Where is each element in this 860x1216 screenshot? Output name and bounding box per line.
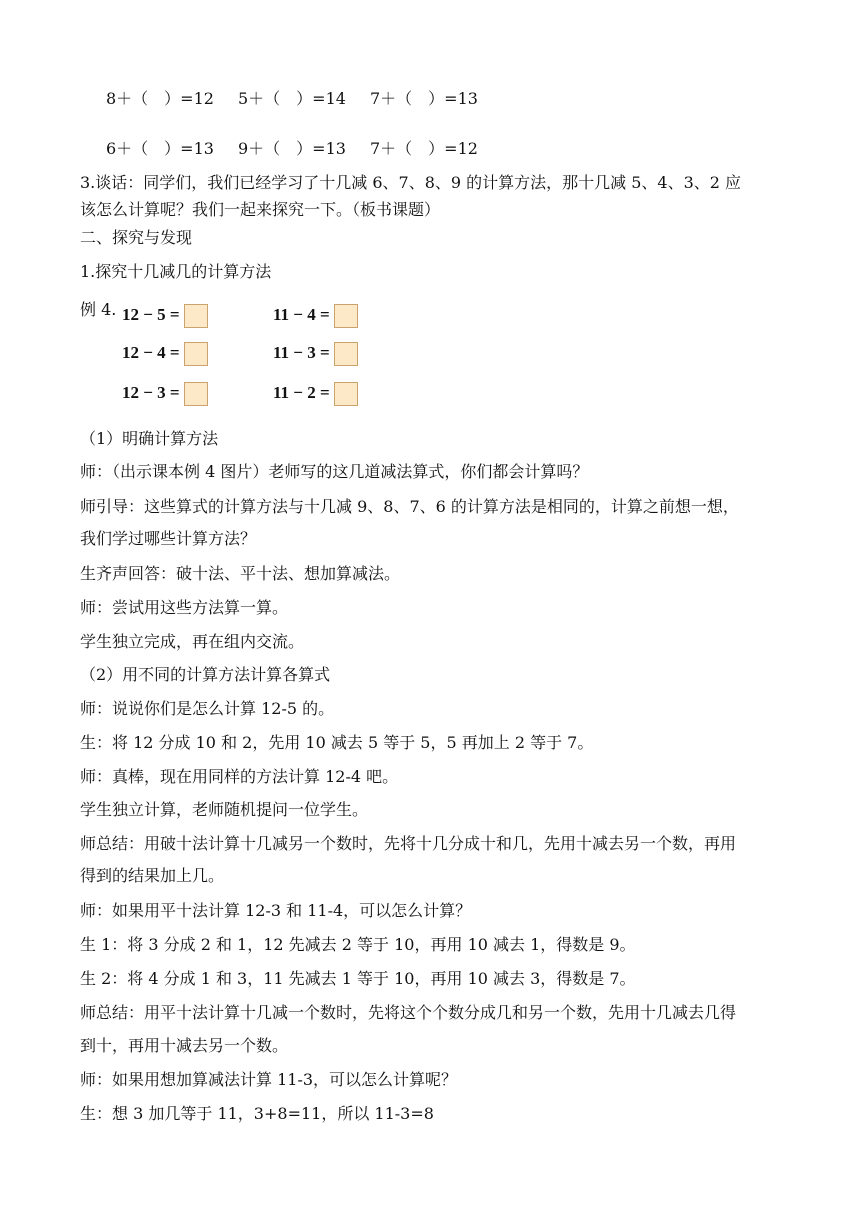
subsection-heading: 1.探究十几减几的计算方法 — [80, 262, 272, 281]
review-equation-row-1 — [106, 89, 478, 109]
body-line: 师引导：这些算式的计算方法与十几减 9、8、7、6 的计算方法是相同的，计算之前想一想， — [80, 497, 739, 516]
example-expression — [273, 341, 358, 366]
review-equation: 9＋（ ）=13 — [238, 139, 346, 158]
expression-text: 12 − 5 = — [122, 305, 180, 324]
answer-box — [184, 304, 208, 328]
review-equation: 5＋（ ）=14 — [238, 89, 346, 108]
example-label: 例 4. — [80, 300, 117, 319]
body-line: 到十，再用十减去另一个数。 — [80, 1036, 289, 1055]
review-equation: 8＋（ ）=12 — [106, 89, 214, 108]
body-line: 得到的结果加上几。 — [80, 866, 225, 885]
answer-box — [334, 304, 358, 328]
example-expression — [122, 303, 208, 328]
body-line: 生 1：将 3 分成 2 和 1，12 先减去 2 等于 10，再用 10 减去 1，得数是 9。 — [80, 935, 636, 954]
expression-text: 11 − 4 = — [273, 305, 330, 324]
example-expression — [122, 341, 208, 366]
review-equation-row-2 — [106, 139, 478, 159]
body-line: 生齐声回答：破十法、平十法、想加算减法。 — [80, 564, 401, 583]
answer-box — [184, 382, 208, 406]
body-line: 生 2：将 4 分成 1 和 3，11 先减去 1 等于 10，再用 10 减去 3，得数是 7。 — [80, 969, 636, 988]
expression-text: 12 − 4 = — [122, 343, 180, 362]
example-expression — [122, 381, 208, 406]
body-line: （2）用不同的计算方法计算各算式 — [80, 665, 331, 684]
body-line: 我们学过哪些计算方法？ — [80, 529, 257, 548]
body-line: 师：如果用想加算减法计算 11-3，可以怎么计算呢？ — [80, 1070, 458, 1089]
body-line: 生：将 12 分成 10 和 2，先用 10 减去 5 等于 5，5 再加上 2 等于 7。 — [80, 733, 594, 752]
answer-box — [184, 342, 208, 366]
body-line: 师总结：用破十法计算十几减另一个数时，先将十几分成十和几，先用十减去另一个数，再用 — [80, 834, 737, 853]
body-line: （1）明确计算方法 — [80, 429, 219, 448]
expression-text: 11 − 3 = — [273, 343, 330, 362]
body-line: 师：说说你们是怎么计算 12-5 的。 — [80, 699, 335, 718]
body-line: 师：（出示课本例 4 图片）老师写的这几道减法算式，你们都会计算吗？ — [80, 462, 589, 481]
body-line: 学生独立完成，再在组内交流。 — [80, 632, 305, 651]
section-heading: 二、探究与发现 — [80, 228, 193, 247]
body-line: 师：如果用平十法计算 12-3 和 11-4，可以怎么计算？ — [80, 901, 472, 920]
review-equation: 7＋（ ）=13 — [370, 89, 478, 108]
expression-text: 11 − 2 = — [273, 383, 330, 402]
intro-line-2: 该怎么计算呢？我们一起来探究一下。（板书课题） — [80, 200, 441, 219]
expression-text: 12 − 3 = — [122, 383, 180, 402]
body-line: 师：尝试用这些方法算一算。 — [80, 598, 289, 617]
body-line: 生：想 3 加几等于 11，3+8=11，所以 11-3=8 — [80, 1104, 434, 1123]
answer-box — [334, 382, 358, 406]
intro-line-1: 3.谈话：同学们，我们已经学习了十几减 6、7、8、9 的计算方法，那十几减 5、4、3、2 应 — [80, 173, 742, 192]
answer-box — [334, 342, 358, 366]
body-line: 师总结：用平十法计算十几减一个数时，先将这个个数分成几和另一个数，先用十几减去几得 — [80, 1003, 737, 1022]
review-equation: 7＋（ ）=12 — [370, 139, 478, 158]
review-equation: 6＋（ ）=13 — [106, 139, 214, 158]
body-line: 学生独立计算，老师随机提问一位学生。 — [80, 800, 369, 819]
example-expression — [273, 303, 358, 328]
example-expression — [273, 381, 358, 406]
body-line: 师：真棒，现在用同样的方法计算 12-4 吧。 — [80, 767, 399, 786]
